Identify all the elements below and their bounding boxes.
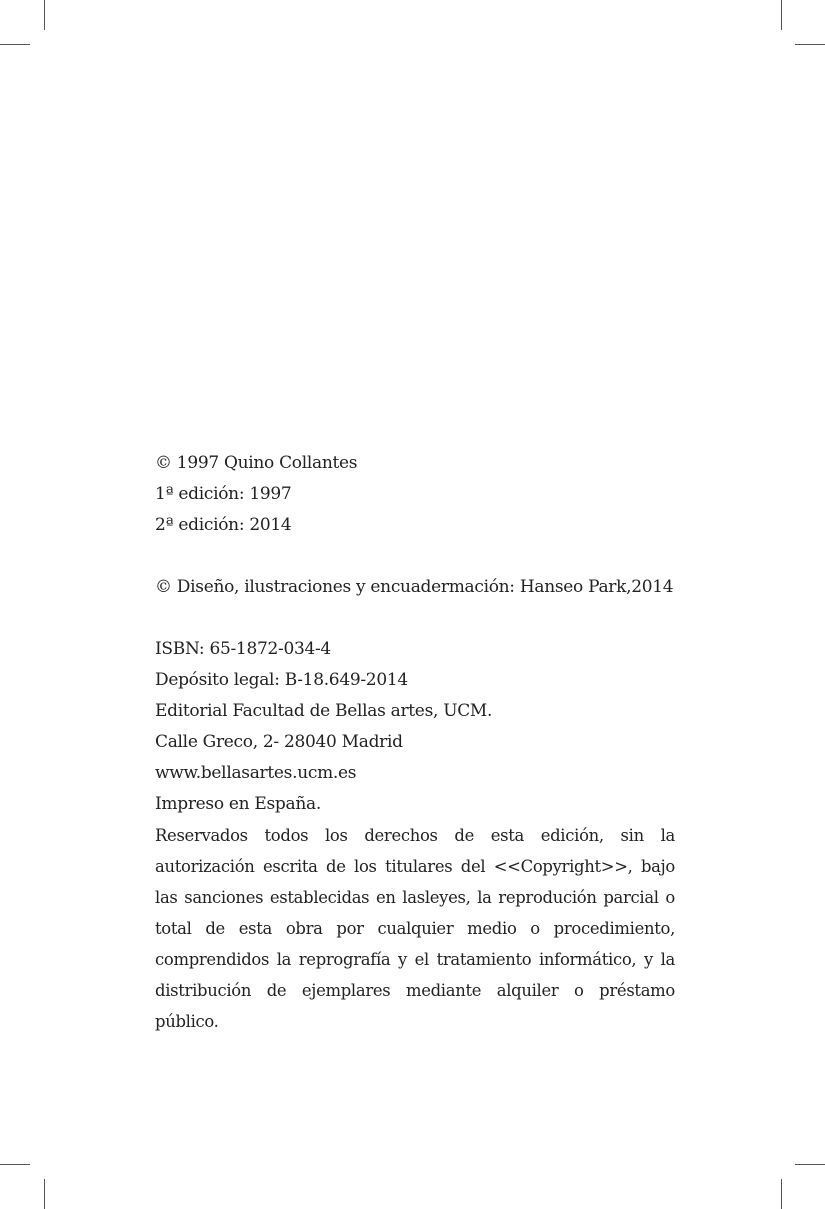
crop-mark-top-right-vertical <box>781 0 782 30</box>
crop-mark-top-left-vertical <box>44 0 45 30</box>
website: www.bellasartes.ucm.es <box>155 763 357 783</box>
spacer <box>155 541 675 572</box>
crop-mark-bottom-left-horizontal <box>0 1164 30 1165</box>
crop-mark-bottom-right-vertical <box>781 1179 782 1209</box>
crop-mark-bottom-right-horizontal <box>795 1164 825 1165</box>
publisher: Editorial Facultad de Bellas artes, UCM. <box>155 701 493 721</box>
colophon <box>155 448 675 1037</box>
spacer <box>155 603 675 634</box>
legal-deposit: Depósito legal: B-18.649-2014 <box>155 670 408 690</box>
crop-mark-top-left-horizontal <box>0 44 30 45</box>
design-credit: © Diseño, ilustraciones y encuadermación: Hanseo Park,2014 <box>155 577 674 597</box>
copyright-line: © 1997 Quino Collantes <box>155 453 358 473</box>
rights-notice: Reservados todos los derechos de esta edición, sin la autorización escrita de los titulares del <<Copyright>>, bajo las sanciones establecidas en lasleyes, la reprodución parcial o total de esta obra por cualquier medio o procedimiento, comprendidos la reprografía y el tratamiento informático, y la distribución de ejemplares mediante alquiler o préstamo público. <box>155 826 675 1031</box>
second-edition: 2ª edición: 2014 <box>155 515 292 535</box>
address: Calle Greco, 2- 28040 Madrid <box>155 732 403 752</box>
first-edition: 1ª edición: 1997 <box>155 484 292 504</box>
crop-mark-top-right-horizontal <box>795 44 825 45</box>
printed-in: Impreso en España. <box>155 794 321 814</box>
crop-mark-bottom-left-vertical <box>44 1179 45 1209</box>
isbn: ISBN: 65-1872-034-4 <box>155 639 331 659</box>
